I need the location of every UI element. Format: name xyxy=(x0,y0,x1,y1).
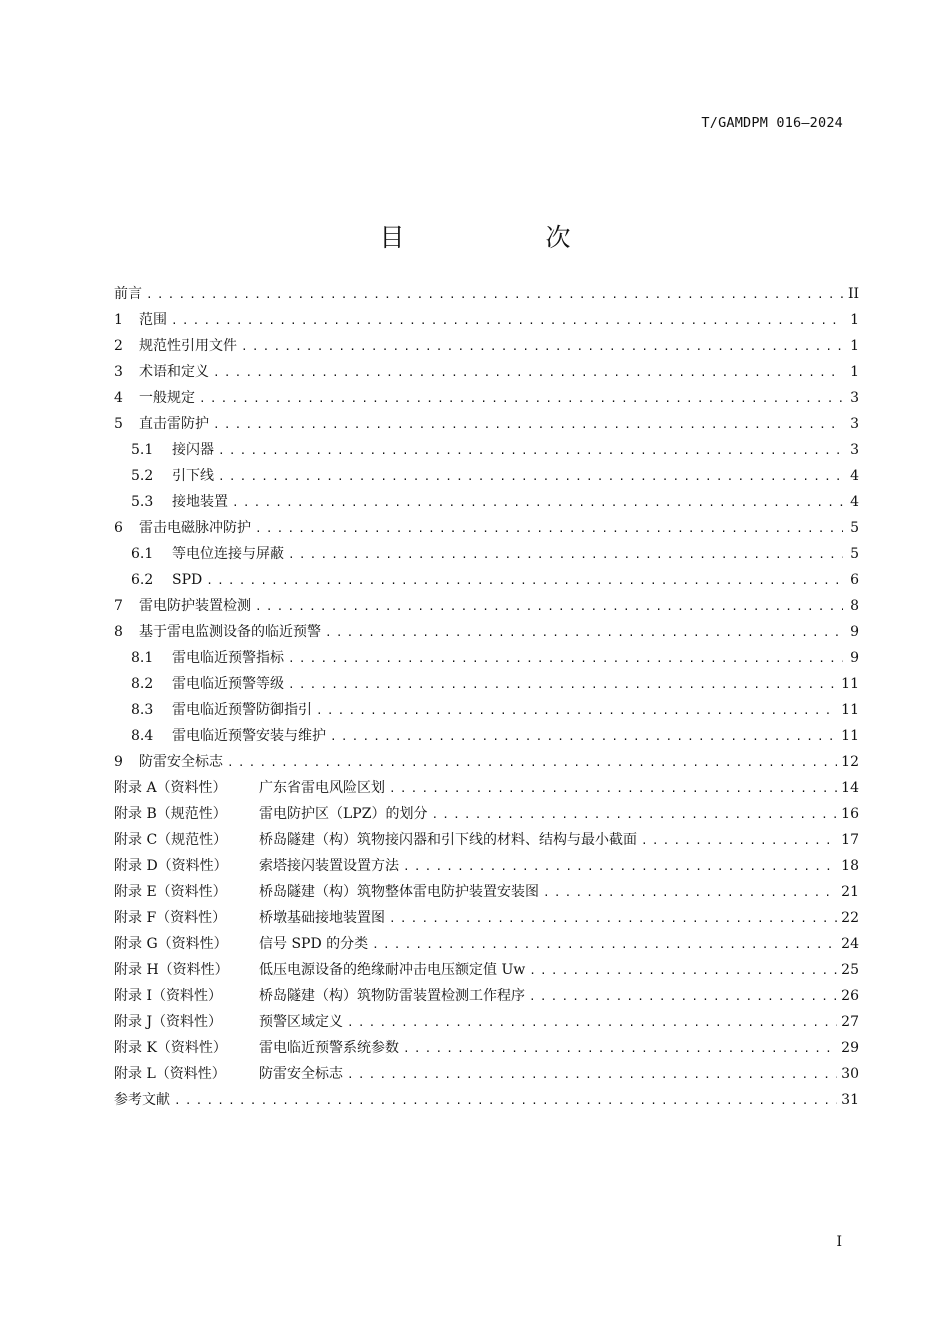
toc-entry[interactable] xyxy=(114,905,859,931)
toc-entry-number: 附录 J（资料性） xyxy=(114,1014,223,1030)
toc-entry-number: 5.3 xyxy=(131,494,154,510)
toc-entry-title: 信号 SPD 的分类 xyxy=(259,936,369,952)
toc-entry[interactable] xyxy=(114,1061,859,1087)
toc-entry-number: 1 xyxy=(114,312,123,328)
toc-entry-page: 25 xyxy=(841,962,859,978)
toc-entry[interactable] xyxy=(114,1087,859,1113)
dot-leader xyxy=(330,724,837,749)
toc-entry-page: 27 xyxy=(841,1014,859,1030)
toc-entry[interactable] xyxy=(114,671,859,697)
toc-entry[interactable] xyxy=(114,307,859,333)
toc-entry-title: 参考文献 xyxy=(114,1092,170,1108)
toc-entry-page: 11 xyxy=(841,728,859,744)
toc-entry[interactable] xyxy=(114,333,859,359)
toc-entry-title: 雷电临近预警等级 xyxy=(172,676,284,692)
toc-entry-title: 前言 xyxy=(114,286,142,302)
toc-entry-title: 规范性引用文件 xyxy=(139,338,237,354)
toc-entry-title: 防雷安全标志 xyxy=(259,1066,343,1082)
toc-entry-title: 雷电临近预警系统参数 xyxy=(259,1040,399,1056)
toc-entry-number: 8.1 xyxy=(131,650,154,666)
dot-leader xyxy=(255,516,843,541)
dot-leader xyxy=(218,464,843,489)
dot-leader xyxy=(431,802,837,827)
toc-entry-page: 17 xyxy=(841,832,859,848)
toc-entry-number: 8.3 xyxy=(131,702,154,718)
toc-entry-title: 桥岛隧建（构）筑物接闪器和引下线的材料、结构与最小截面 xyxy=(259,832,637,848)
toc-entry[interactable] xyxy=(114,619,859,645)
toc-entry-title: 低压电源设备的绝缘耐冲击电压额定值 Uw xyxy=(259,962,526,978)
toc-entry-page: 1 xyxy=(850,338,859,354)
toc-entry-number: 附录 E（资料性） xyxy=(114,884,227,900)
toc-entry-page: 31 xyxy=(841,1092,859,1108)
toc-entry-page: 9 xyxy=(850,650,859,666)
toc-entry-page: 5 xyxy=(850,546,859,562)
toc-entry-title: 接地装置 xyxy=(172,494,228,510)
dot-leader xyxy=(288,672,837,697)
toc-entry-title: 雷电临近预警指标 xyxy=(172,650,284,666)
toc-entry[interactable] xyxy=(114,567,859,593)
toc-entry-number: 6.2 xyxy=(131,572,154,588)
toc-entry[interactable] xyxy=(114,853,859,879)
dot-leader xyxy=(174,1088,837,1113)
dot-leader xyxy=(316,698,837,723)
toc-entry[interactable] xyxy=(114,1009,859,1035)
dot-leader xyxy=(403,854,837,879)
toc-entry-page: 26 xyxy=(841,988,859,1004)
toc-entry[interactable] xyxy=(114,723,859,749)
toc-entry-number: 附录 D（资料性） xyxy=(114,858,228,874)
toc-entry-number: 附录 B（规范性） xyxy=(114,806,227,822)
toc-entry-title: 一般规定 xyxy=(139,390,195,406)
toc-entry-title: 桥岛隧建（构）筑物整体雷电防护装置安装图 xyxy=(259,884,539,900)
toc-entry-page: 29 xyxy=(841,1040,859,1056)
table-of-contents xyxy=(114,281,859,1113)
toc-entry[interactable] xyxy=(114,515,859,541)
dot-leader xyxy=(206,568,843,593)
toc-entry-title: 术语和定义 xyxy=(139,364,209,380)
toc-entry-title: 直击雷防护 xyxy=(139,416,209,432)
toc-entry[interactable] xyxy=(114,541,859,567)
toc-entry-page: 3 xyxy=(850,390,859,406)
toc-entry[interactable] xyxy=(114,957,859,983)
toc-entry-number: 5.1 xyxy=(131,442,154,458)
dot-leader xyxy=(325,620,843,645)
toc-entry[interactable] xyxy=(114,645,859,671)
toc-entry-page: 6 xyxy=(850,572,859,588)
toc-entry-number: 附录 A（资料性） xyxy=(114,780,227,796)
toc-entry-number: 2 xyxy=(114,338,123,354)
toc-entry-number: 附录 G（资料性） xyxy=(114,936,228,952)
toc-entry[interactable] xyxy=(114,593,859,619)
toc-entry-title: 雷电临近预警安装与维护 xyxy=(172,728,326,744)
toc-entry-number: 5.2 xyxy=(131,468,154,484)
toc-entry-page: 16 xyxy=(841,806,859,822)
toc-entry[interactable] xyxy=(114,801,859,827)
toc-entry-number: 6 xyxy=(114,520,123,536)
toc-entry-page: 30 xyxy=(841,1066,859,1082)
toc-entry[interactable] xyxy=(114,775,859,801)
toc-entry-title: 基于雷电监测设备的临近预警 xyxy=(139,624,321,640)
toc-entry[interactable] xyxy=(114,1035,859,1061)
toc-entry-page: II xyxy=(847,286,859,302)
toc-entry-title: 雷电防护区（LPZ）的划分 xyxy=(259,806,428,822)
dot-leader xyxy=(213,412,843,437)
toc-entry-number: 7 xyxy=(114,598,123,614)
dot-leader xyxy=(199,386,843,411)
dot-leader xyxy=(288,646,843,671)
toc-entry-title: 桥墩基础接地装置图 xyxy=(259,910,385,926)
toc-entry-number: 附录 F（资料性） xyxy=(114,910,227,926)
toc-entry-page: 24 xyxy=(841,936,859,952)
dot-leader xyxy=(641,828,837,853)
dot-leader xyxy=(347,1062,837,1087)
toc-entry-title: 雷击电磁脉冲防护 xyxy=(139,520,251,536)
dot-leader xyxy=(213,360,843,385)
toc-entry-page: 8 xyxy=(850,598,859,614)
toc-entry-number: 附录 L（资料性） xyxy=(114,1066,226,1082)
toc-entry-title: 索塔接闪装置设置方法 xyxy=(259,858,399,874)
toc-entry-title: 雷电临近预警防御指引 xyxy=(172,702,312,718)
page-number: I xyxy=(836,1234,842,1250)
toc-entry[interactable] xyxy=(114,463,859,489)
toc-entry-number: 5 xyxy=(114,416,123,432)
toc-entry-page: 5 xyxy=(850,520,859,536)
toc-entry-title: 雷电防护装置检测 xyxy=(139,598,251,614)
toc-entry[interactable] xyxy=(114,749,859,775)
dot-leader xyxy=(255,594,843,619)
toc-entry-page: 21 xyxy=(841,884,859,900)
dot-leader xyxy=(232,490,843,515)
toc-entry-page: 22 xyxy=(841,910,859,926)
toc-entry-page: 14 xyxy=(841,780,859,796)
toc-entry-number: 6.1 xyxy=(131,546,154,562)
toc-entry-title: 接闪器 xyxy=(172,442,214,458)
dot-leader xyxy=(288,542,843,567)
toc-entry[interactable] xyxy=(114,489,859,515)
toc-entry-number: 4 xyxy=(114,390,123,406)
toc-entry-page: 4 xyxy=(850,494,859,510)
dot-leader xyxy=(146,282,843,307)
toc-entry[interactable] xyxy=(114,385,859,411)
toc-entry-number: 3 xyxy=(114,364,123,380)
toc-entry-page: 1 xyxy=(850,364,859,380)
toc-entry[interactable] xyxy=(114,359,859,385)
toc-entry-title: 等电位连接与屏蔽 xyxy=(172,546,284,562)
toc-entry-page: 11 xyxy=(841,702,859,718)
toc-entry-page: 18 xyxy=(841,858,859,874)
toc-entry-number: 8 xyxy=(114,624,123,640)
toc-entry[interactable] xyxy=(114,827,859,853)
toc-entry-page: 3 xyxy=(850,442,859,458)
dot-leader xyxy=(227,750,837,775)
dot-leader xyxy=(218,438,843,463)
dot-leader xyxy=(389,776,837,801)
toc-entry-page: 9 xyxy=(850,624,859,640)
dot-leader xyxy=(347,1010,837,1035)
toc-entry-number: 附录 H（资料性） xyxy=(114,962,229,978)
dot-leader xyxy=(372,932,837,957)
toc-entry-page: 4 xyxy=(850,468,859,484)
dot-leader xyxy=(529,958,837,983)
toc-entry[interactable] xyxy=(114,983,859,1009)
toc-entry-title: 范围 xyxy=(139,312,167,328)
toc-entry-number: 附录 I（资料性） xyxy=(114,988,222,1004)
toc-entry-title: 桥岛隧建（构）筑物防雷装置检测工作程序 xyxy=(259,988,525,1004)
toc-entry-number: 8.2 xyxy=(131,676,154,692)
dot-leader xyxy=(241,334,843,359)
dot-leader xyxy=(529,984,837,1009)
dot-leader xyxy=(171,308,843,333)
toc-entry-title: 引下线 xyxy=(172,468,214,484)
toc-entry-title: SPD xyxy=(172,572,203,588)
toc-entry-number: 附录 K（资料性） xyxy=(114,1040,227,1056)
toc-entry-title: 预警区域定义 xyxy=(259,1014,343,1030)
page-title: 目 次 xyxy=(379,223,629,252)
dot-leader xyxy=(389,906,837,931)
toc-entry[interactable] xyxy=(114,437,859,463)
dot-leader xyxy=(403,1036,837,1061)
toc-entry-number: 8.4 xyxy=(131,728,154,744)
toc-entry-page: 1 xyxy=(850,312,859,328)
toc-entry[interactable] xyxy=(114,879,859,905)
toc-entry[interactable] xyxy=(114,411,859,437)
toc-entry-title: 广东省雷电风险区划 xyxy=(259,780,385,796)
toc-entry[interactable] xyxy=(114,697,859,723)
document-code: T/GAMDPM 016—2024 xyxy=(701,115,843,131)
toc-entry[interactable] xyxy=(114,931,859,957)
toc-entry-number: 附录 C（规范性） xyxy=(114,832,228,848)
toc-entry[interactable] xyxy=(114,281,859,307)
toc-entry-title: 防雷安全标志 xyxy=(139,754,223,770)
toc-entry-page: 11 xyxy=(841,676,859,692)
toc-entry-number: 9 xyxy=(114,754,123,770)
dot-leader xyxy=(543,880,837,905)
toc-entry-page: 12 xyxy=(841,754,859,770)
toc-entry-page: 3 xyxy=(850,416,859,432)
